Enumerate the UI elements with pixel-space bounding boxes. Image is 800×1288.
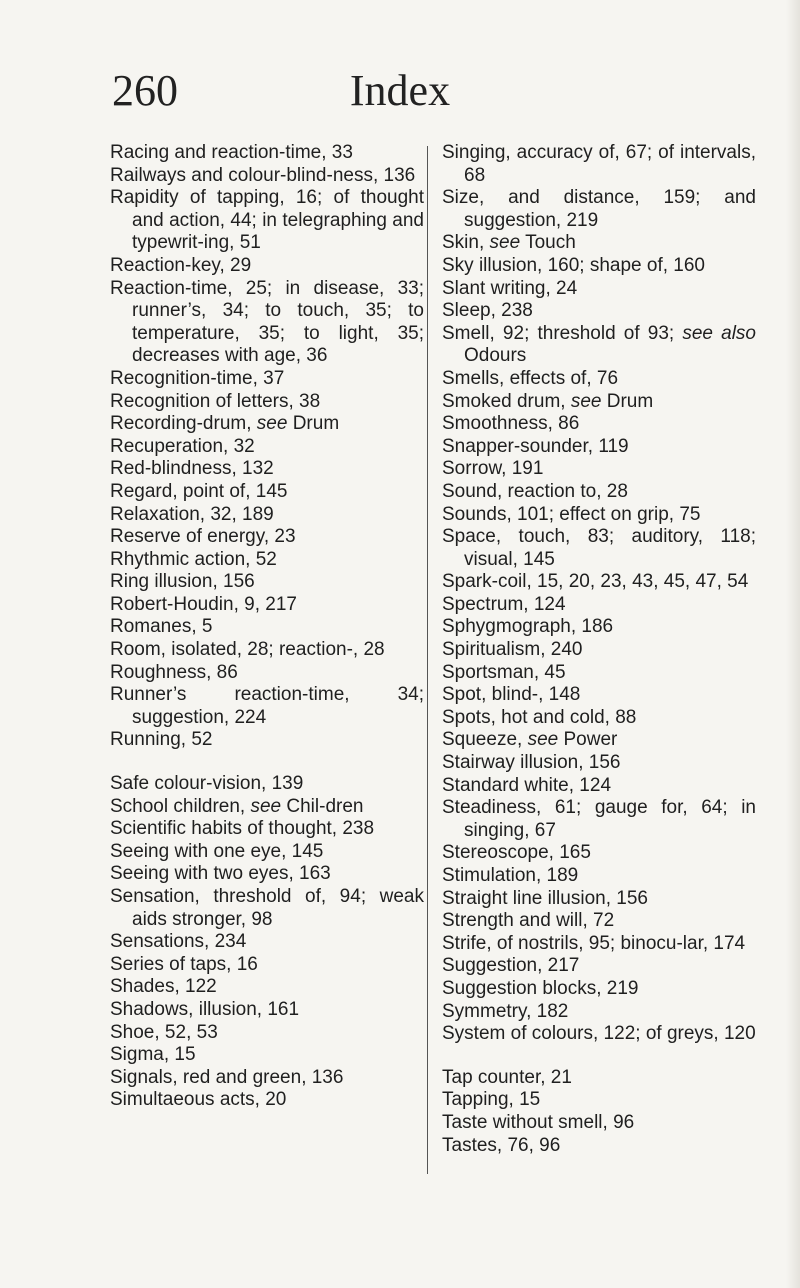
see-reference: see: [256, 413, 288, 435]
index-entry: [110, 413, 424, 436]
index-entry: [110, 931, 424, 954]
index-entry-text: Shoe, 52, 53: [110, 1021, 218, 1043]
index-entry-text: Safe colour-vision, 139: [110, 773, 304, 795]
index-entry-text: Running, 52: [110, 729, 213, 751]
index-entry-text: Reaction-time, 25; in disease, 33; runner’s, 34; to touch, 35; to temperature, 35; to light, 35; decreases with age, 36: [110, 277, 424, 367]
index-entry: [442, 323, 756, 368]
index-entry-text: Recognition-time, 37: [110, 367, 285, 389]
index-entry: [442, 571, 756, 594]
index-entry: [442, 1089, 756, 1112]
index-entry-text: Red-blindness, 132: [110, 458, 274, 480]
index-entry: [110, 886, 424, 931]
index-entry: [110, 526, 424, 549]
index-entry: [442, 1112, 756, 1135]
index-entry-text: Reaction-key, 29: [110, 254, 252, 276]
index-entry: [110, 639, 424, 662]
index-entry: [110, 278, 424, 368]
index-entry-text: Spot, blind-, 148: [442, 684, 581, 706]
index-entry: [442, 1067, 756, 1090]
index-entry: [110, 796, 424, 819]
index-entry-text: Regard, point of, 145: [110, 480, 288, 502]
index-entry-text: Sigma, 15: [110, 1044, 196, 1066]
index-entry: [110, 458, 424, 481]
index-entry-text: Smoothness, 86: [442, 413, 580, 435]
index-entry-text: Robert-Houdin, 9, 217: [110, 593, 297, 615]
index-entry: [442, 187, 756, 232]
index-entry: [442, 865, 756, 888]
index-entry: [110, 594, 424, 617]
index-entry-text: Seeing with one eye, 145: [110, 840, 324, 862]
index-entry-text: Reserve of energy, 23: [110, 526, 296, 548]
index-entry-text: Rhythmic action, 52: [110, 548, 277, 570]
index-entry: [110, 976, 424, 999]
index-entry: [442, 232, 756, 255]
index-entry: [442, 255, 756, 278]
index-entry-target: Drum: [601, 390, 654, 412]
index-entry-text: Smells, effects of, 76: [442, 367, 619, 389]
index-entry: [442, 526, 756, 571]
index-entry-text: Strength and will, 72: [442, 910, 615, 932]
index-entry-text: Stimulation, 189: [442, 865, 579, 886]
index-entry-text: Relaxation, 32, 189: [110, 503, 274, 525]
index-entry-target: Chil-dren: [281, 795, 364, 817]
index-column-left: [110, 142, 424, 1112]
index-entry-text: Shadows, illusion, 161: [110, 998, 300, 1020]
index-entry: [442, 662, 756, 685]
index-entry-text: Series of taps, 16: [110, 953, 258, 975]
index-entry: [110, 863, 424, 886]
index-entry-text: Sensations, 234: [110, 931, 247, 953]
index-entry: [442, 729, 756, 752]
index-entry-text: Sportsman, 45: [442, 661, 566, 683]
index-entry: [110, 999, 424, 1022]
index-entry-text: Recognition of letters, 38: [110, 390, 321, 412]
index-entry: [110, 165, 424, 188]
index-entry-text: Steadiness, 61; gauge for, 64; in singing, 67: [442, 797, 756, 841]
index-entry: [110, 549, 424, 572]
index-entry-text: Sky illusion, 160; shape of, 160: [442, 254, 706, 276]
index-entry: [442, 504, 756, 527]
index-entry: [110, 818, 424, 841]
index-entry-text: Runner’s reaction-time, 34; suggestion, 224: [110, 684, 424, 728]
index-entry: [110, 436, 424, 459]
index-entry-text: Spots, hot and cold, 88: [442, 706, 637, 728]
index-entry-text: Squeeze,: [442, 729, 528, 751]
see-reference: see: [250, 795, 282, 817]
index-entry: [110, 571, 424, 594]
index-entry-text: Strife, of nostrils, 95; binocu-lar, 174: [442, 932, 746, 954]
index-entry-text: Stereoscope, 165: [442, 842, 591, 864]
index-entry-text: Taste without smell, 96: [442, 1111, 635, 1133]
see-reference: see: [570, 390, 602, 412]
index-entry-text: Rapidity of tapping, 16; of thought and action, 44; in telegraphing and typewrit-ing, 51: [110, 187, 424, 254]
index-entry: [442, 888, 756, 911]
index-entry: [110, 142, 424, 165]
index-entry: [110, 616, 424, 639]
index-entry: [110, 1089, 424, 1112]
index-entry: [442, 707, 756, 730]
column-divider: [427, 146, 428, 1174]
index-entry-target: Drum: [287, 413, 340, 435]
see-reference: see: [489, 232, 521, 254]
index-entry: [442, 458, 756, 481]
index-entry-text: Recuperation, 32: [110, 435, 255, 457]
index-entry: [442, 842, 756, 865]
index-entry: [442, 978, 756, 1001]
index-entry-text: Stairway illusion, 156: [442, 752, 621, 774]
index-entry: [442, 391, 756, 414]
index-entry-text: Room, isolated, 28; reaction-, 28: [110, 639, 385, 661]
page-number: 260: [112, 66, 178, 115]
index-entry: [442, 752, 756, 775]
index-entry: [442, 684, 756, 707]
index-entry: [110, 504, 424, 527]
index-entry-target: Touch: [520, 232, 576, 254]
index-entry: [442, 639, 756, 662]
index-entry-text: Straight line illusion, 156: [442, 887, 648, 909]
index-entry: [442, 142, 756, 187]
index-entry: [442, 910, 756, 933]
index-entry: [110, 773, 424, 796]
index-entry-text: Spark-coil, 15, 20, 23, 43, 45, 47, 54: [442, 571, 749, 593]
index-entry: [442, 616, 756, 639]
index-entry: [442, 594, 756, 617]
index-entry: [442, 300, 756, 323]
index-entry-text: Tap counter, 21: [442, 1066, 572, 1088]
index-entry: [110, 368, 424, 391]
index-entry-text: Shades, 122: [110, 976, 217, 998]
index-entry-text: Roughness, 86: [110, 661, 238, 683]
index-entry: [110, 841, 424, 864]
index-entry: [442, 368, 756, 391]
index-entry-text: Racing and reaction-time, 33: [110, 142, 353, 163]
index-entry: [442, 1023, 756, 1046]
index-entry-text: Tapping, 15: [442, 1089, 541, 1111]
index-entry: [442, 413, 756, 436]
page-title: Index: [349, 66, 451, 115]
index-entry: [442, 797, 756, 842]
index-entry-text: Seeing with two eyes, 163: [110, 863, 331, 885]
index-entry-text: Signals, red and green, 136: [110, 1066, 344, 1088]
index-entry: [110, 391, 424, 414]
index-entry: [110, 481, 424, 504]
index-entry-text: Skin,: [442, 232, 490, 254]
index-entry-text: Spiritualism, 240: [442, 639, 583, 661]
index-entry: [110, 954, 424, 977]
index-entry-text: Sound, reaction to, 28: [442, 480, 628, 502]
see-reference: see: [527, 729, 559, 751]
index-entry: [442, 955, 756, 978]
index-entry-text: Railways and colour-blind-ness, 136: [110, 164, 416, 186]
index-entry-text: Romanes, 5: [110, 616, 213, 638]
index-entry-text: Symmetry, 182: [442, 1000, 569, 1022]
index-entry: [442, 436, 756, 459]
index-entry: [110, 1067, 424, 1090]
index-entry-text: Ring illusion, 156: [110, 571, 255, 593]
index-entry: [110, 1044, 424, 1067]
index-entry-text: Sphygmograph, 186: [442, 616, 614, 638]
page-header: [0, 66, 800, 116]
index-entry: [110, 1022, 424, 1045]
index-entry-text: Suggestion blocks, 219: [442, 977, 639, 999]
index-entry: [442, 481, 756, 504]
index-entry-text: Recording-drum,: [110, 413, 257, 435]
see-reference: see also: [682, 322, 756, 344]
index-entry: [110, 729, 424, 752]
index-entry-text: Space, touch, 83; auditory, 118; visual, 145: [442, 526, 756, 570]
index-entry: [110, 187, 424, 255]
index-entry-text: System of colours, 122; of greys, 120: [442, 1023, 756, 1045]
index-entry: [442, 1001, 756, 1024]
index-entry-text: Smell, 92; threshold of 93;: [442, 322, 683, 344]
index-entry-text: Suggestion, 217: [442, 955, 580, 977]
index-entry: [110, 662, 424, 685]
index-entry-text: Simultaeous acts, 20: [110, 1089, 287, 1111]
index-entry-text: Standard white, 124: [442, 774, 612, 796]
index-entry-text: School children,: [110, 795, 251, 817]
index-entry-target: Power: [558, 729, 618, 751]
index-column-right: [442, 142, 756, 1157]
index-entry-text: Singing, accuracy of, 67; of intervals, 68: [442, 142, 756, 186]
index-entry: [110, 255, 424, 278]
index-entry-text: Sleep, 238: [442, 300, 533, 322]
index-entry: [442, 775, 756, 798]
index-entry-target: Odours: [464, 345, 527, 367]
index-entry-text: Sorrow, 191: [442, 458, 544, 480]
page-edge-shadow: [786, 0, 800, 1288]
index-entry-text: Snapper-sounder, 119: [442, 435, 629, 457]
index-entry-text: Tastes, 76, 96: [442, 1134, 561, 1156]
index-entry-text: Scientific habits of thought, 238: [110, 818, 375, 840]
index-entry: [110, 684, 424, 729]
index-entry-text: Slant writing, 24: [442, 277, 578, 299]
index-entry-text: Smoked drum,: [442, 390, 571, 412]
index-entry-text: Size, and distance, 159; and suggestion, 219: [442, 187, 756, 231]
index-entry-text: Sensation, threshold of, 94; weak aids stronger, 98: [110, 886, 424, 930]
index-entry-text: Sounds, 101; effect on grip, 75: [442, 503, 701, 525]
index-entry: [442, 933, 756, 956]
index-entry-text: Spectrum, 124: [442, 593, 566, 615]
index-entry: [442, 278, 756, 301]
index-entry: [442, 1135, 756, 1158]
